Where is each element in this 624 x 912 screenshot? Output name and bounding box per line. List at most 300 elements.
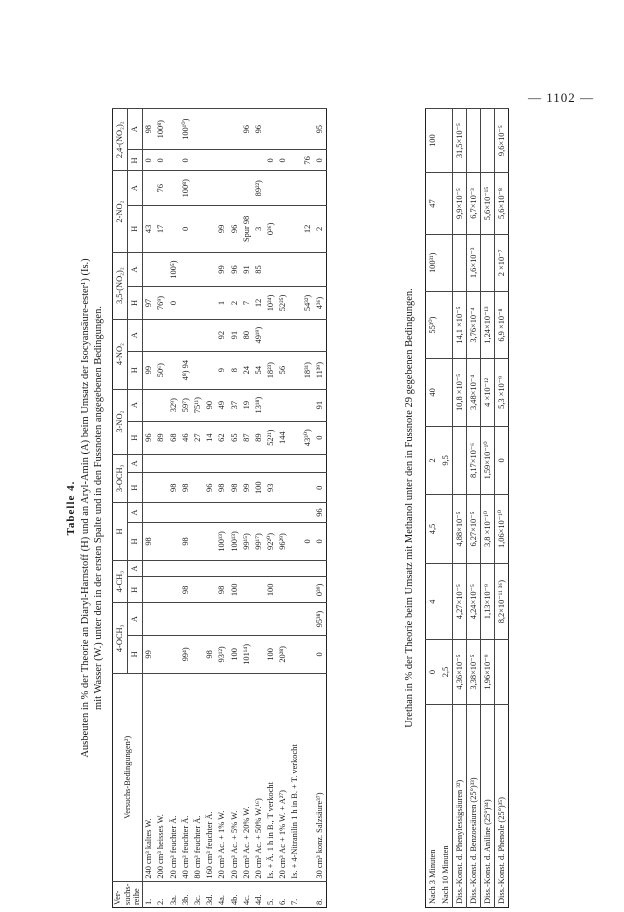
yield-cell: 98 xyxy=(216,473,228,503)
group-header: 3-OCH₃ xyxy=(113,454,128,503)
yield-cell: 97 xyxy=(142,287,155,319)
yield-cell: 11³⁹) xyxy=(314,351,327,389)
value-cell: 9,6×10⁻⁵ xyxy=(495,109,509,173)
yield-cell xyxy=(204,109,216,150)
yield-cell xyxy=(180,287,192,319)
yield-cell: 99 xyxy=(142,351,155,389)
yield-cell xyxy=(240,150,252,171)
row-condition: 80 cm³ feuchter Ä. xyxy=(192,674,204,882)
yield-cell xyxy=(192,473,204,503)
value-cell: 40 xyxy=(426,359,440,426)
yield-cell xyxy=(142,603,155,635)
yield-cell xyxy=(240,171,252,206)
yield-cell xyxy=(142,577,155,603)
yield-cell xyxy=(277,319,289,351)
yield-cell xyxy=(155,389,167,421)
value-cell xyxy=(453,426,467,495)
yield-cell: 96 xyxy=(240,109,252,150)
row-number: 3c. xyxy=(192,881,204,907)
value-cell: 5,6×10⁻⁸ xyxy=(495,173,509,235)
value-cell xyxy=(439,173,453,235)
yield-cell xyxy=(277,473,289,503)
yield-cell: 0 xyxy=(301,523,313,561)
yield-cell xyxy=(216,150,228,171)
yield-cell xyxy=(204,252,216,287)
value-cell: 4 ×10⁻¹² xyxy=(481,359,495,426)
yield-cell xyxy=(155,560,167,576)
yield-cell xyxy=(289,454,301,473)
yield-cell xyxy=(142,252,155,287)
yield-cell: 52²⁵) xyxy=(277,287,289,319)
yield-cell xyxy=(167,577,179,603)
group-header: 4-NO₂ xyxy=(113,319,128,389)
yield-cell: 62 xyxy=(216,421,228,454)
yield-cell xyxy=(301,635,313,673)
yield-cell xyxy=(289,287,301,319)
value-cell: 1,6×10⁻³ xyxy=(467,234,481,291)
yield-cell: 27 xyxy=(192,421,204,454)
yield-cell xyxy=(192,287,204,319)
value-cell: 3,38×10⁻⁵ xyxy=(467,640,481,704)
yield-cell: 93 xyxy=(265,473,277,503)
yield-cell xyxy=(192,150,204,171)
subheader-h: H xyxy=(127,150,142,171)
yield-cell xyxy=(301,603,313,635)
yield-cell xyxy=(142,473,155,503)
yield-cell: 100 xyxy=(253,473,265,503)
yield-cell xyxy=(228,150,240,171)
yield-cell xyxy=(155,603,167,635)
yield-cell xyxy=(265,503,277,523)
yield-cell: 100 xyxy=(265,635,277,673)
yield-cell: 59⁷) xyxy=(180,389,192,421)
yield-cell: 96 xyxy=(228,252,240,287)
subheader-a: A xyxy=(127,603,142,635)
yield-cell xyxy=(167,150,179,171)
yield-cell: 0 xyxy=(314,421,327,454)
yield-cell: 17 xyxy=(155,206,167,253)
yield-cell xyxy=(204,287,216,319)
yield-cell xyxy=(155,319,167,351)
yield-cell xyxy=(314,171,327,206)
yield-cell xyxy=(216,109,228,150)
yield-cell xyxy=(204,560,216,576)
yield-cell xyxy=(204,603,216,635)
yield-cell: 89²²) xyxy=(253,171,265,206)
yield-cell xyxy=(192,171,204,206)
yield-cell xyxy=(167,635,179,673)
value-cell: 14,1 ×10⁻⁵ xyxy=(453,291,467,358)
row-number: 4d. xyxy=(253,881,265,907)
yield-cell xyxy=(228,603,240,635)
table-row xyxy=(240,109,252,908)
yield-table xyxy=(112,108,327,908)
yield-cell xyxy=(192,351,204,389)
yield-cell: 91 xyxy=(228,319,240,351)
yield-cell: 43³⁰) xyxy=(301,421,313,454)
table-row xyxy=(314,109,327,908)
row-number: 4b. xyxy=(228,881,240,907)
row-condition xyxy=(301,674,313,882)
yield-cell xyxy=(301,319,313,351)
yield-cell: 13¹⁸) xyxy=(253,389,265,421)
yield-table-body xyxy=(142,109,326,908)
yield-cell xyxy=(277,603,289,635)
value-cell xyxy=(439,359,453,426)
subheader-h: H xyxy=(127,635,142,673)
yield-cell xyxy=(314,319,327,351)
yield-cell: 96 xyxy=(204,473,216,503)
yield-cell: 100¹³) xyxy=(216,523,228,561)
yield-cell xyxy=(192,523,204,561)
value-cell: 8,17×10⁻⁶ xyxy=(467,426,481,495)
yield-cell: 99 xyxy=(216,252,228,287)
row-number: 6. xyxy=(277,881,289,907)
row-label: Diss.-Konst. d. Phenole (25°)³⁵) xyxy=(495,704,509,907)
yield-cell: 65 xyxy=(228,421,240,454)
yield-cell: 14 xyxy=(204,421,216,454)
yield-cell: 100⁸) xyxy=(155,109,167,150)
yield-cell xyxy=(180,319,192,351)
yield-cell xyxy=(216,503,228,523)
col-header-series xyxy=(113,881,143,907)
yield-cell: 56 xyxy=(277,351,289,389)
table-row xyxy=(204,109,216,908)
yield-cell: 99 xyxy=(216,206,228,253)
yield-cell xyxy=(289,473,301,503)
yield-cell xyxy=(180,503,192,523)
yield-cell xyxy=(228,109,240,150)
yield-cell xyxy=(289,577,301,603)
subheader-h: H xyxy=(127,577,142,603)
urethane-table-body xyxy=(426,109,509,908)
value-cell: 31,5×10⁻⁵ xyxy=(453,109,467,173)
row-condition: 20 cm³ feuchter Ä. xyxy=(167,674,179,882)
row-number: 1. xyxy=(142,881,155,907)
yield-cell: 100¹⁰) xyxy=(180,109,192,150)
yield-cell: 98 xyxy=(180,523,192,561)
group-header: 2-NO₂ xyxy=(113,171,128,252)
table1-caption-line1: Ausbeuten in % der Theorie an Diaryl-Harnstoff (H) und an Aryl-Amin (A) beim Umsatz der Isocyansäure-ester¹) (Is.) xyxy=(79,258,91,758)
yield-cell xyxy=(192,454,204,473)
yield-cell: 98 xyxy=(142,523,155,561)
table-row xyxy=(142,109,155,908)
yield-cell: 93¹²) xyxy=(216,635,228,673)
yield-cell xyxy=(289,523,301,561)
urethane-table xyxy=(425,108,509,908)
yield-cell: 52²¹) xyxy=(265,421,277,454)
yield-cell: 98 xyxy=(216,577,228,603)
yield-cell: 87 xyxy=(240,421,252,454)
yield-cell xyxy=(167,560,179,576)
yield-cell: 98 xyxy=(228,473,240,503)
yield-cell xyxy=(265,454,277,473)
yield-cell xyxy=(142,389,155,421)
value-cell: 55³⁰) xyxy=(426,291,440,358)
yield-cell xyxy=(155,454,167,473)
yield-cell: 98 xyxy=(142,109,155,150)
row-condition: 40 cm³ feuchter Ä. xyxy=(180,674,192,882)
value-cell: 9,9×10⁻⁵ xyxy=(453,173,467,235)
yield-cell xyxy=(301,389,313,421)
yield-cell: 12 xyxy=(301,206,313,253)
yield-cell xyxy=(253,150,265,171)
value-cell: 8,2×10⁻¹¹ ³⁶) xyxy=(495,563,509,640)
series-header-line3: reihe xyxy=(132,888,142,905)
yield-cell: 8 xyxy=(228,351,240,389)
subheader-a: A xyxy=(127,252,142,287)
yield-cell: 18³¹) xyxy=(301,351,313,389)
row-condition: 20 cm³ Ac. + 1% W. xyxy=(216,674,228,882)
value-cell xyxy=(453,234,467,291)
yield-cell xyxy=(142,171,155,206)
value-cell: 100 xyxy=(426,109,440,173)
yield-cell xyxy=(289,635,301,673)
value-cell: 2 ×10⁻⁷ xyxy=(495,234,509,291)
yield-cell: 20²⁸) xyxy=(277,635,289,673)
subheader-h: H xyxy=(127,473,142,503)
yield-cell xyxy=(277,252,289,287)
row-condition: Is. + 4-Nitranilin 1 h in B. + T. verkocht xyxy=(289,674,301,882)
series-header-line1: Ver- xyxy=(113,890,122,905)
yield-cell xyxy=(192,109,204,150)
yield-cell xyxy=(314,252,327,287)
yield-cell: 76⁹) xyxy=(155,287,167,319)
yield-cell xyxy=(289,252,301,287)
value-cell xyxy=(439,495,453,564)
yield-cell: 10²⁴) xyxy=(265,287,277,319)
yield-cell: 91 xyxy=(240,252,252,287)
table-row xyxy=(453,109,467,908)
yield-cell: 96 xyxy=(253,109,265,150)
yield-cell: 0 xyxy=(314,150,327,171)
yield-cell xyxy=(289,389,301,421)
yield-cell: 91 xyxy=(314,389,327,421)
value-cell: 3,76×10⁻⁴ xyxy=(467,291,481,358)
yield-cell: 100 xyxy=(265,577,277,603)
yield-cell xyxy=(301,503,313,523)
value-cell: 4,27×10⁻⁵ xyxy=(453,563,467,640)
value-cell: 1,96×10⁻⁹ xyxy=(481,640,495,704)
yield-cell xyxy=(289,109,301,150)
value-cell: 1,24×10⁻¹³ xyxy=(481,291,495,358)
page-number: — 1102 — xyxy=(527,90,594,105)
yield-cell: 98 xyxy=(180,473,192,503)
yield-cell xyxy=(301,109,313,150)
yield-cell xyxy=(142,560,155,576)
yield-cell xyxy=(204,454,216,473)
value-cell: 4,24×10⁻⁵ xyxy=(467,563,481,640)
value-cell: 3,8 ×10⁻¹⁰ xyxy=(481,495,495,564)
yield-cell xyxy=(192,635,204,673)
yield-cell xyxy=(216,560,228,576)
subheader-h: H xyxy=(127,351,142,389)
value-cell: 1,13×10⁻⁹ xyxy=(481,563,495,640)
yield-cell xyxy=(167,206,179,253)
yield-cell: 49¹⁹) xyxy=(253,319,265,351)
yield-cell xyxy=(301,577,313,603)
yield-cell: 0 xyxy=(167,287,179,319)
value-cell: 4 xyxy=(426,563,440,640)
yield-cell xyxy=(301,171,313,206)
yield-cell xyxy=(204,503,216,523)
group-header: 4-OCH₃ xyxy=(113,603,128,674)
yield-cell: 46 xyxy=(180,421,192,454)
yield-cell: 76 xyxy=(301,150,313,171)
yield-cell: 98 xyxy=(167,473,179,503)
yield-cell: 7 xyxy=(240,287,252,319)
yield-cell xyxy=(277,560,289,576)
row-label: Nach 3 Minuten xyxy=(426,704,440,907)
value-cell xyxy=(481,234,495,291)
yield-cell xyxy=(289,150,301,171)
yield-cell xyxy=(253,603,265,635)
yield-cell: 2 xyxy=(314,206,327,253)
yield-cell: 43 xyxy=(142,206,155,253)
yield-cell xyxy=(265,109,277,150)
yield-cell xyxy=(277,577,289,603)
table-row xyxy=(155,109,167,908)
yield-cell xyxy=(142,503,155,523)
yield-cell xyxy=(180,454,192,473)
subheader-a: A xyxy=(127,109,142,150)
yield-cell: 85 xyxy=(253,252,265,287)
table1-title: Tabelle 4. xyxy=(65,480,77,536)
yield-cell xyxy=(314,454,327,473)
yield-cell xyxy=(155,577,167,603)
yield-cell: 92 xyxy=(216,319,228,351)
row-number: 4a. xyxy=(216,881,228,907)
yield-cell xyxy=(216,171,228,206)
table-row xyxy=(167,109,179,908)
row-condition: 30 cm³ konz. Salzsäure³⁷) xyxy=(314,674,327,882)
yield-cell: 100⁵) xyxy=(167,252,179,287)
yield-cell: 99 xyxy=(240,473,252,503)
row-label: Diss.-Konst. d. Benzoesäuren (25°)³³) xyxy=(467,704,481,907)
subheader-a: A xyxy=(127,171,142,206)
subheader-h: H xyxy=(127,523,142,561)
table-row xyxy=(253,109,265,908)
yield-cell xyxy=(204,577,216,603)
group-header: 2,4-(NO₂)₂ xyxy=(113,109,128,171)
yield-cell: 50⁶) xyxy=(155,351,167,389)
yield-cell: 68 xyxy=(167,421,179,454)
row-condition: 20 cm³ Ac + 1% W. + A²⁷) xyxy=(277,674,289,882)
yield-cell xyxy=(228,503,240,523)
yield-cell xyxy=(289,319,301,351)
yield-cell: 100⁸) xyxy=(180,171,192,206)
yield-cell xyxy=(180,560,192,576)
yield-cell xyxy=(314,560,327,576)
yield-cell: 99¹⁵) xyxy=(240,523,252,561)
yield-cell: 98 xyxy=(204,635,216,673)
group-header: 3,5-(NO₂)₂ xyxy=(113,252,128,319)
yield-cell xyxy=(289,560,301,576)
value-cell: 4,36×10⁻⁵ xyxy=(453,640,467,704)
yield-cell xyxy=(180,603,192,635)
row-number xyxy=(301,881,313,907)
yield-cell: 92²⁰) xyxy=(265,523,277,561)
yield-cell xyxy=(253,503,265,523)
yield-cell xyxy=(167,109,179,150)
yield-cell: 1 xyxy=(216,287,228,319)
yield-cell xyxy=(192,577,204,603)
rotated-page-content xyxy=(65,108,570,908)
value-cell xyxy=(467,109,481,173)
yield-cell: 0 xyxy=(314,635,327,673)
yield-cell: 0³⁹) xyxy=(314,577,327,603)
yield-cell: 0 xyxy=(314,523,327,561)
table-row xyxy=(426,109,440,908)
table-row xyxy=(481,109,495,908)
yield-cell xyxy=(277,171,289,206)
table-row xyxy=(192,109,204,908)
yield-cell xyxy=(265,603,277,635)
yield-cell xyxy=(228,454,240,473)
row-condition: 20 cm³ Ac. + 20% W. xyxy=(240,674,252,882)
yield-cell xyxy=(192,603,204,635)
yield-cell xyxy=(289,171,301,206)
value-cell: 5,3 ×10⁻⁹ xyxy=(495,359,509,426)
yield-cell: 98 xyxy=(180,577,192,603)
yield-cell: 0 xyxy=(314,473,327,503)
subheader-h: H xyxy=(127,421,142,454)
value-cell: 100³¹) xyxy=(426,234,440,291)
value-cell xyxy=(439,234,453,291)
yield-cell xyxy=(289,351,301,389)
yield-cell xyxy=(301,473,313,503)
yield-cell: 0²⁶) xyxy=(265,206,277,253)
row-number: 3d. xyxy=(204,881,216,907)
table-row xyxy=(439,109,453,908)
yield-cell: 100¹³) xyxy=(228,523,240,561)
yield-cell xyxy=(253,635,265,673)
yield-cell xyxy=(289,206,301,253)
row-number: 4c. xyxy=(240,881,252,907)
row-label: Diss.-Konst. d. Phenylessigsäuren ³²) xyxy=(453,704,467,907)
value-cell: 0 xyxy=(495,426,509,495)
row-label: Diss.-Konst. d. Aniline (25°)³⁴) xyxy=(481,704,495,907)
table-row xyxy=(495,109,509,908)
yield-cell xyxy=(240,577,252,603)
row-number: 8. xyxy=(314,881,327,907)
yield-cell xyxy=(289,603,301,635)
yield-cell xyxy=(240,560,252,576)
yield-cell: 0 xyxy=(155,150,167,171)
yield-cell: 54 xyxy=(253,351,265,389)
yield-cell xyxy=(192,252,204,287)
table1-caption-line2: mit Wasser (W.) unter den in der ersten Spalte und in den Fussnoten angegebenen Bedingungen. xyxy=(92,306,104,710)
yield-cell: 3 xyxy=(253,206,265,253)
table2-caption: Urethan in % der Theorie beim Umsatz mit Methanol unter den in Fussnote 29 gegebenen Bedingungen. xyxy=(404,288,415,728)
yield-cell xyxy=(216,454,228,473)
row-condition: 240 cm³ kaltes W. xyxy=(142,674,155,882)
yield-cell: 54³²) xyxy=(301,287,313,319)
yield-cell xyxy=(265,171,277,206)
subheader-a: A xyxy=(127,454,142,473)
yield-cell: 100 xyxy=(228,577,240,603)
yield-cell: 99 xyxy=(142,635,155,673)
yield-cell xyxy=(192,319,204,351)
table-row xyxy=(277,109,289,908)
yield-cell xyxy=(167,454,179,473)
yield-cell xyxy=(204,351,216,389)
yield-cell xyxy=(228,171,240,206)
yield-cell: 96 xyxy=(142,421,155,454)
group-header: 3-NO₂ xyxy=(113,389,128,454)
table-row xyxy=(216,109,228,908)
yield-cell: 19 xyxy=(240,389,252,421)
